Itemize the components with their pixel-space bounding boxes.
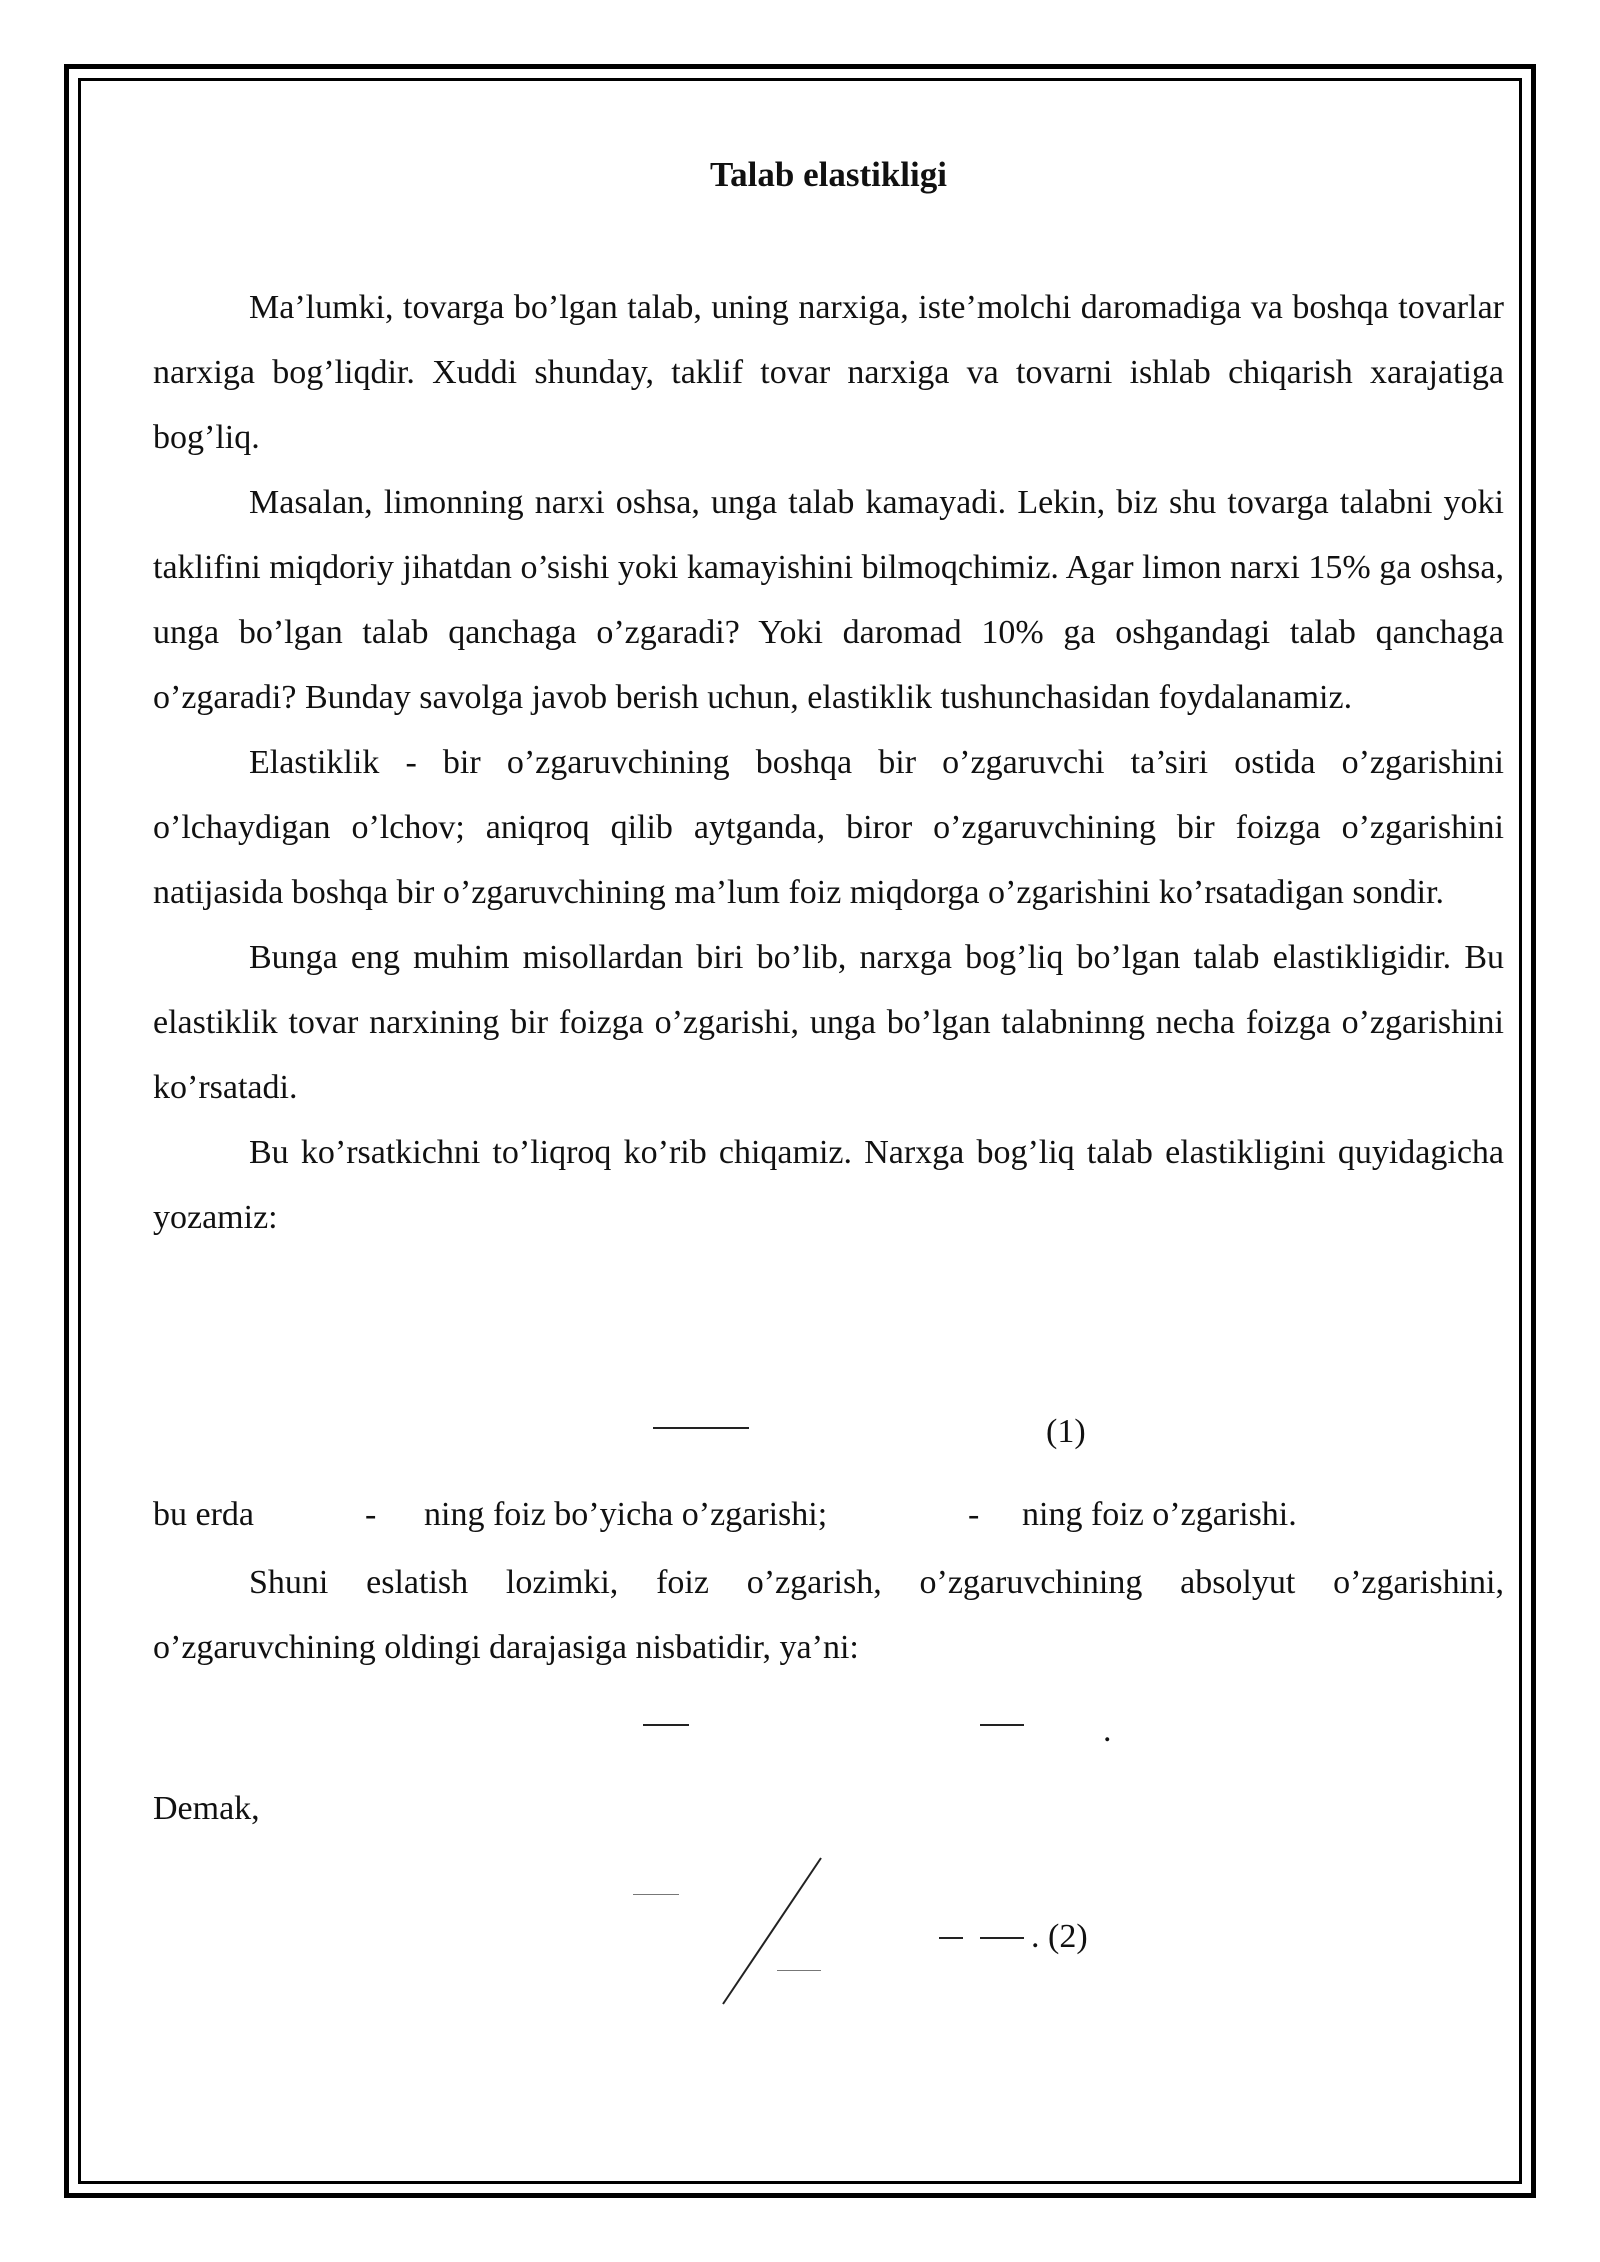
where-prefix: bu erda — [153, 1496, 255, 1533]
formula-pct-period: . — [1103, 1712, 1112, 1749]
paragraph-3: Elastiklik - bir o’zgaruvchining boshqa bir o’zgaruvchi ta’siri ostida o’zgarishini o’lchaydigan o’lchov; aniqroq qilib aytganda, biror o’zgaruvchining bir foizga o’zgarishini natijasida boshqa bir o’zgaruvchining ma’lum foiz miqdorga o’zgarishini ko’rsatadigan sondir. — [153, 744, 1504, 911]
paragraph-5: Bu ko’rsatkichni to’liqroq ko’rib chiqamiz. Narxga bog’liq talab elastikligini quyidagicha yozamiz: — [153, 1134, 1504, 1236]
formula-1-number: (1) — [1046, 1413, 1086, 1450]
formula-2-bar-right-1 — [939, 1937, 963, 1939]
paragraph-4: Bunga eng muhim misollardan biri bo’lib, narxga bog’liq bo’lgan talab elastikligidir. Bu elastiklik tovar narxining bir foizga o’zgarishi, unga bo’lgan talabninng necha foizga o’zgarishini ko’rsatadi. — [153, 939, 1504, 1106]
formula-2-division-slash — [153, 0, 1504, 2262]
where-dash-2: - — [968, 1496, 980, 1533]
paragraph-2: Masalan, limonning narxi oshsa, unga talab kamayadi. Lekin, biz shu tovarga talabni yoki taklifini miqdoriy jihatdan o’sishi yoki kamayishini bilmoqchimiz. Agar limon narxi 15% ga oshsa, unga bo’lgan talab qanchaga o’zgaradi? Yoki daromad 10% ga oshgandagi talab qanchaga o’zgaradi? Bunday savolga javob berish uchun, elastiklik tushunchasidan foydalanamiz. — [153, 484, 1504, 716]
formula-2-bar-right-2 — [980, 1937, 1024, 1939]
demak-text: Demak, — [153, 1790, 260, 1827]
where-text-2: ning foiz o’zgarishi. — [1022, 1496, 1297, 1533]
paragraph-note: Shuni eslatish lozimki, foiz o’zgarish, o’zgaruvchining absolyut o’zgarishini, o’zgaruvchining oldingi darajasiga nisbatidir, ya’ni: — [153, 1564, 1504, 1666]
formula-2-number: . (2) — [1031, 1918, 1088, 1955]
document-page — [153, 0, 1504, 2262]
where-text-1: ning foiz bo’yicha o’zgarishi; — [424, 1496, 828, 1533]
paragraph-1: Ma’lumki, tovarga bo’lgan talab, uning narxiga, iste’molchi daromadiga va boshqa tovarlar narxiga bog’liqdir. Xuddi shunday, taklif tovar narxiga va tovarni ishlab chiqarish xarajatiga bog’liq. — [153, 289, 1504, 456]
document-title: Talab elastikligi — [710, 155, 947, 194]
where-dash-1: - — [365, 1496, 377, 1533]
